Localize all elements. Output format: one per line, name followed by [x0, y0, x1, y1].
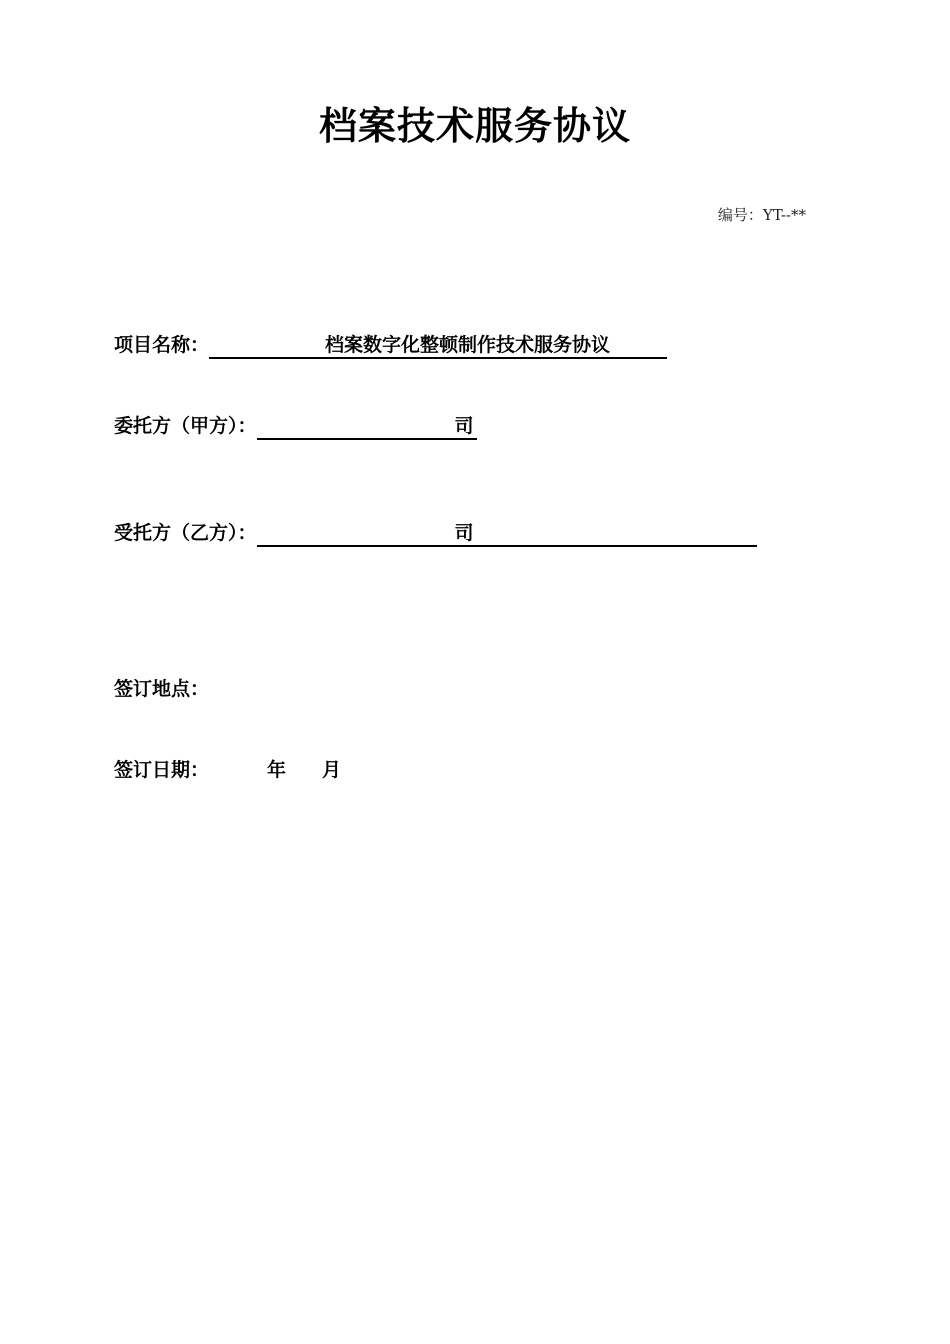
contractor-value: 司 — [257, 521, 757, 547]
signing-date-field — [114, 756, 341, 784]
project-name-label: 项目名称： — [114, 334, 210, 356]
client-value: 司 — [257, 414, 477, 440]
signing-place-label: 签订地点： — [114, 678, 210, 700]
client-field — [114, 412, 477, 440]
contractor-field — [114, 519, 757, 547]
signing-date-month: 月 — [322, 759, 342, 781]
project-name-value: 档案数字化整顿制作技术服务协议 — [209, 333, 667, 359]
signing-date-label: 签订日期： — [114, 759, 210, 781]
document-title: 档案技术服务协议 — [318, 104, 631, 148]
contractor-label: 受托方（乙方）： — [114, 522, 257, 544]
signing-date-year: 年 — [267, 759, 287, 781]
client-label: 委托方（甲方）： — [114, 415, 257, 437]
project-name-field — [114, 331, 667, 359]
document-number: 编号：YT--** — [717, 206, 806, 224]
signing-place-field — [114, 675, 209, 703]
